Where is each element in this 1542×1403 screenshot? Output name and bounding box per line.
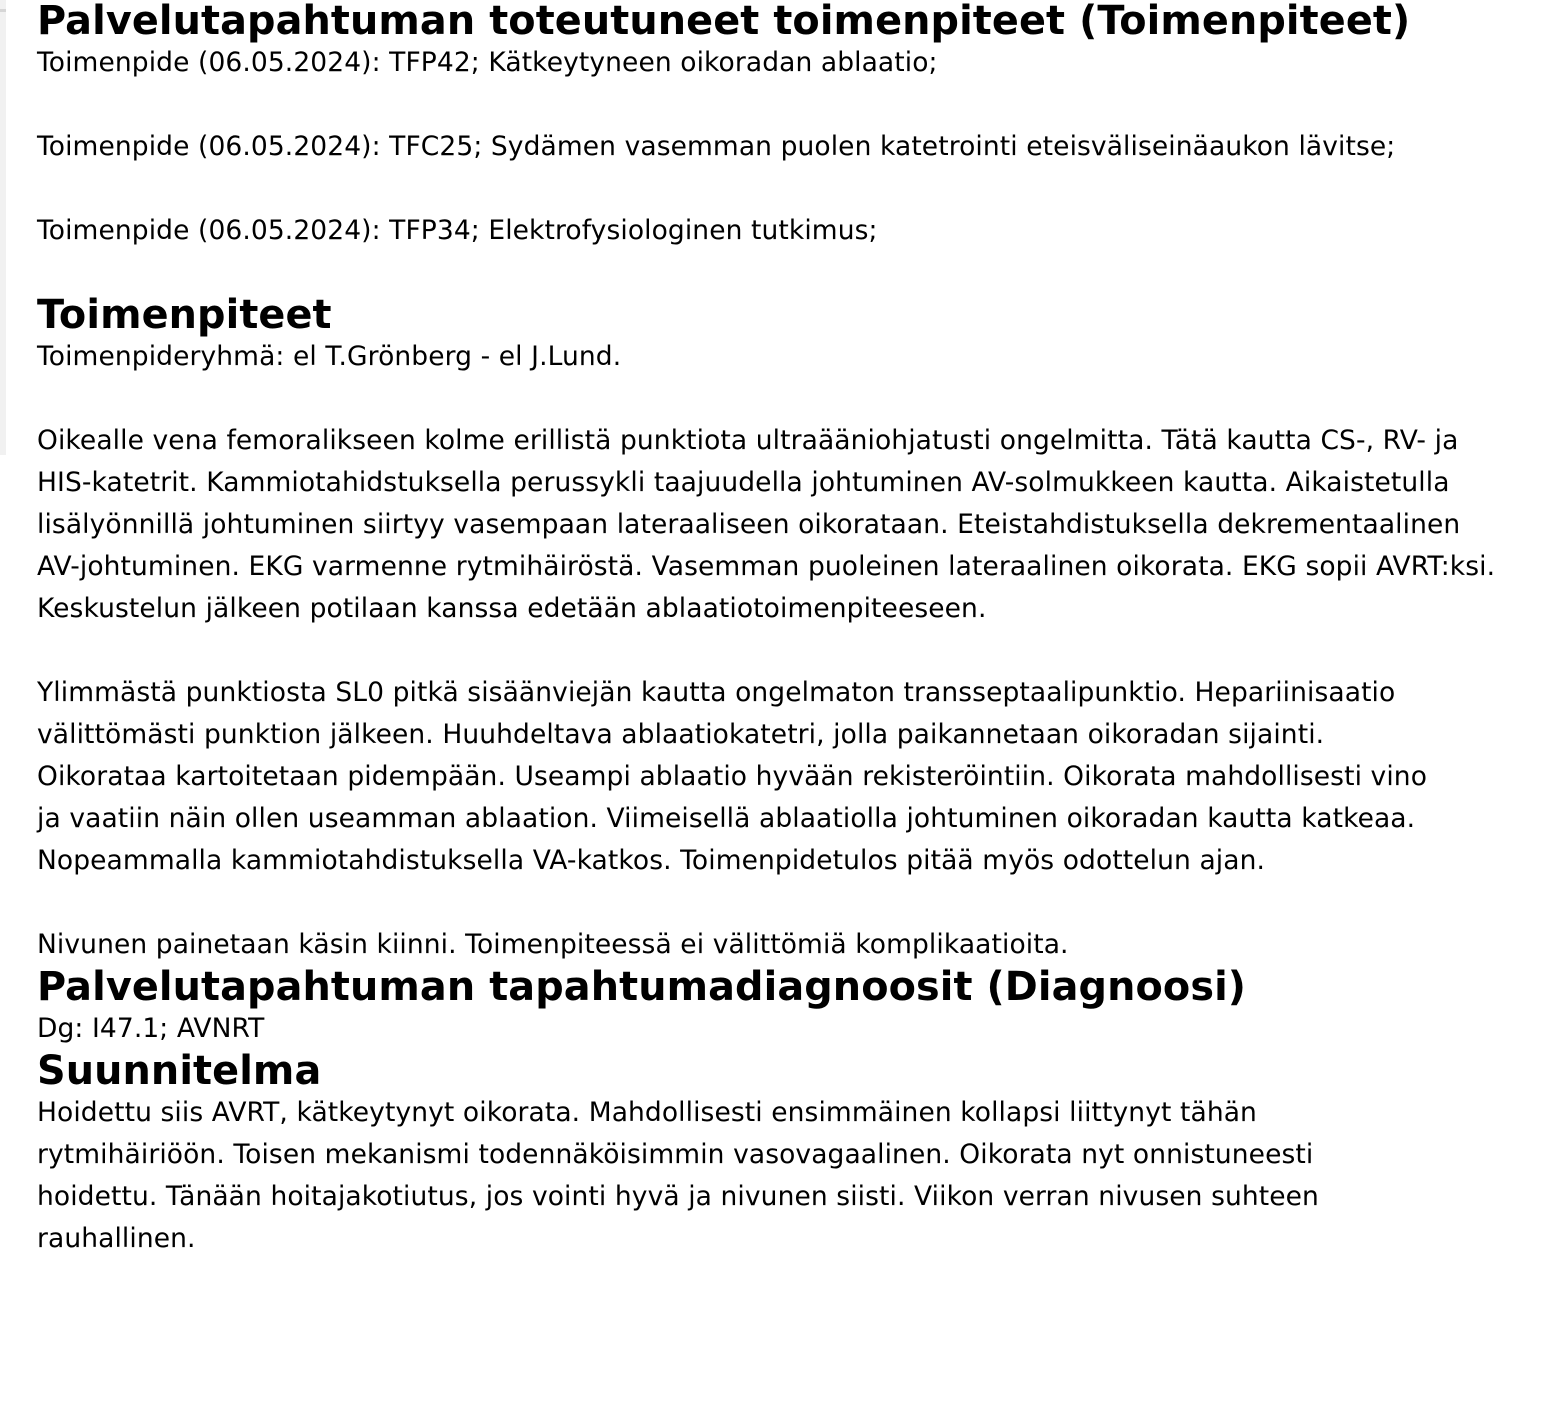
left-scroll-gutter [0, 0, 6, 455]
plan-text: Hoidettu siis AVRT, kätkeytynyt oikorata. Mahdollisesti ensimmäinen kollapsi liittynyt tähän rytmihäiriöön. Toisen mekanismi todennäköisimmin vasovagaalinen. Oikorata nyt onnistuneesti hoidettu. Tänään hoitajakotiutus, jos vointi hyvä ja nivunen siisti. Viikon verran nivusen suhteen rauhallinen. [37, 1097, 1319, 1254]
section-heading-procedures: Toimenpiteet [37, 292, 332, 338]
procedure-narrative-paragraph: Nivunen painetaan käsin kiinni. Toimenpiteessä ei välittömiä komplikaatioita. [37, 929, 1069, 960]
spacer [37, 882, 1507, 924]
plan-section [37, 1050, 1507, 1260]
procedure-team: Toimenpideryhmä: el T.Grönberg - el J.Lund. [37, 341, 622, 372]
procedure-entry: Toimenpide (06.05.2024): TFC25; Sydämen vasemman puolen katetrointi eteisväliseinäaukon lävitse; [37, 131, 1396, 162]
procedures-performed-section [37, 0, 1507, 252]
section-heading-plan: Suunnitelma [37, 1048, 322, 1094]
spacer [37, 252, 1507, 294]
clinical-note-document [37, 0, 1507, 1260]
section-heading-diagnoses: Palvelutapahtuman tapahtumadiagnoosit (Diagnoosi) [37, 964, 1247, 1010]
diagnosis-entry: Dg: I47.1; AVNRT [37, 1013, 265, 1044]
procedure-entry: Toimenpide (06.05.2024): TFP34; Elektrofysiologinen tutkimus; [37, 215, 878, 246]
procedures-section [37, 294, 1507, 966]
spacer [37, 630, 1507, 672]
section-heading-procedures-performed: Palvelutapahtuman toteutuneet toimenpiteet (Toimenpiteet) [37, 0, 1411, 44]
procedure-narrative-paragraph: Oikealle vena femoralikseen kolme erillistä punktiota ultraääniohjatusti ongelmitta. Tätä kautta CS-, RV- ja HIS-katetrit. Kammiotahidstuksella perussykli taajuudella johtuminen AV-solmukkeen kautta. Aikaistetulla lisälyönnillä johtuminen siirtyy vasempaan lateraaliseen oikorataan. Eteistahdistuksella dekrementaalinen AV-johtuminen. EKG varmenne rytmihäiröstä. Vasemman puoleinen lateraalinen oikorata. EKG sopii AVRT:ksi. Keskustelun jälkeen potilaan kanssa edetään ablaatiotoimenpiteeseen. [37, 425, 1496, 624]
gutter-marker [0, 9, 6, 12]
spacer [37, 378, 1507, 420]
procedure-entry: Toimenpide (06.05.2024): TFP42; Kätkeytyneen oikoradan ablaatio; [37, 47, 938, 78]
diagnoses-section [37, 966, 1507, 1050]
procedure-code-list [37, 42, 1507, 252]
procedure-narrative-paragraph: Ylimmästä punktiosta SL0 pitkä sisäänviejän kautta ongelmaton transseptaalipunktio. Hepariinisaatio välittömästi punktion jälkeen. Huuhdeltava ablaatiokatetri, jolla paikannetaan oikoradan sijainti. Oikorataa kartoitetaan pidempään. Useampi ablaatio hyvään rekisteröintiin. Oikorata mahdollisesti vino ja vaatiin näin ollen useamman ablaation. Viimeisellä ablaatiolla johtuminen oikoradan kautta katkeaa. Nopeammalla kammiotahdistuksella VA-katkos. Toimenpidetulos pitää myös odottelun ajan. [37, 677, 1428, 876]
